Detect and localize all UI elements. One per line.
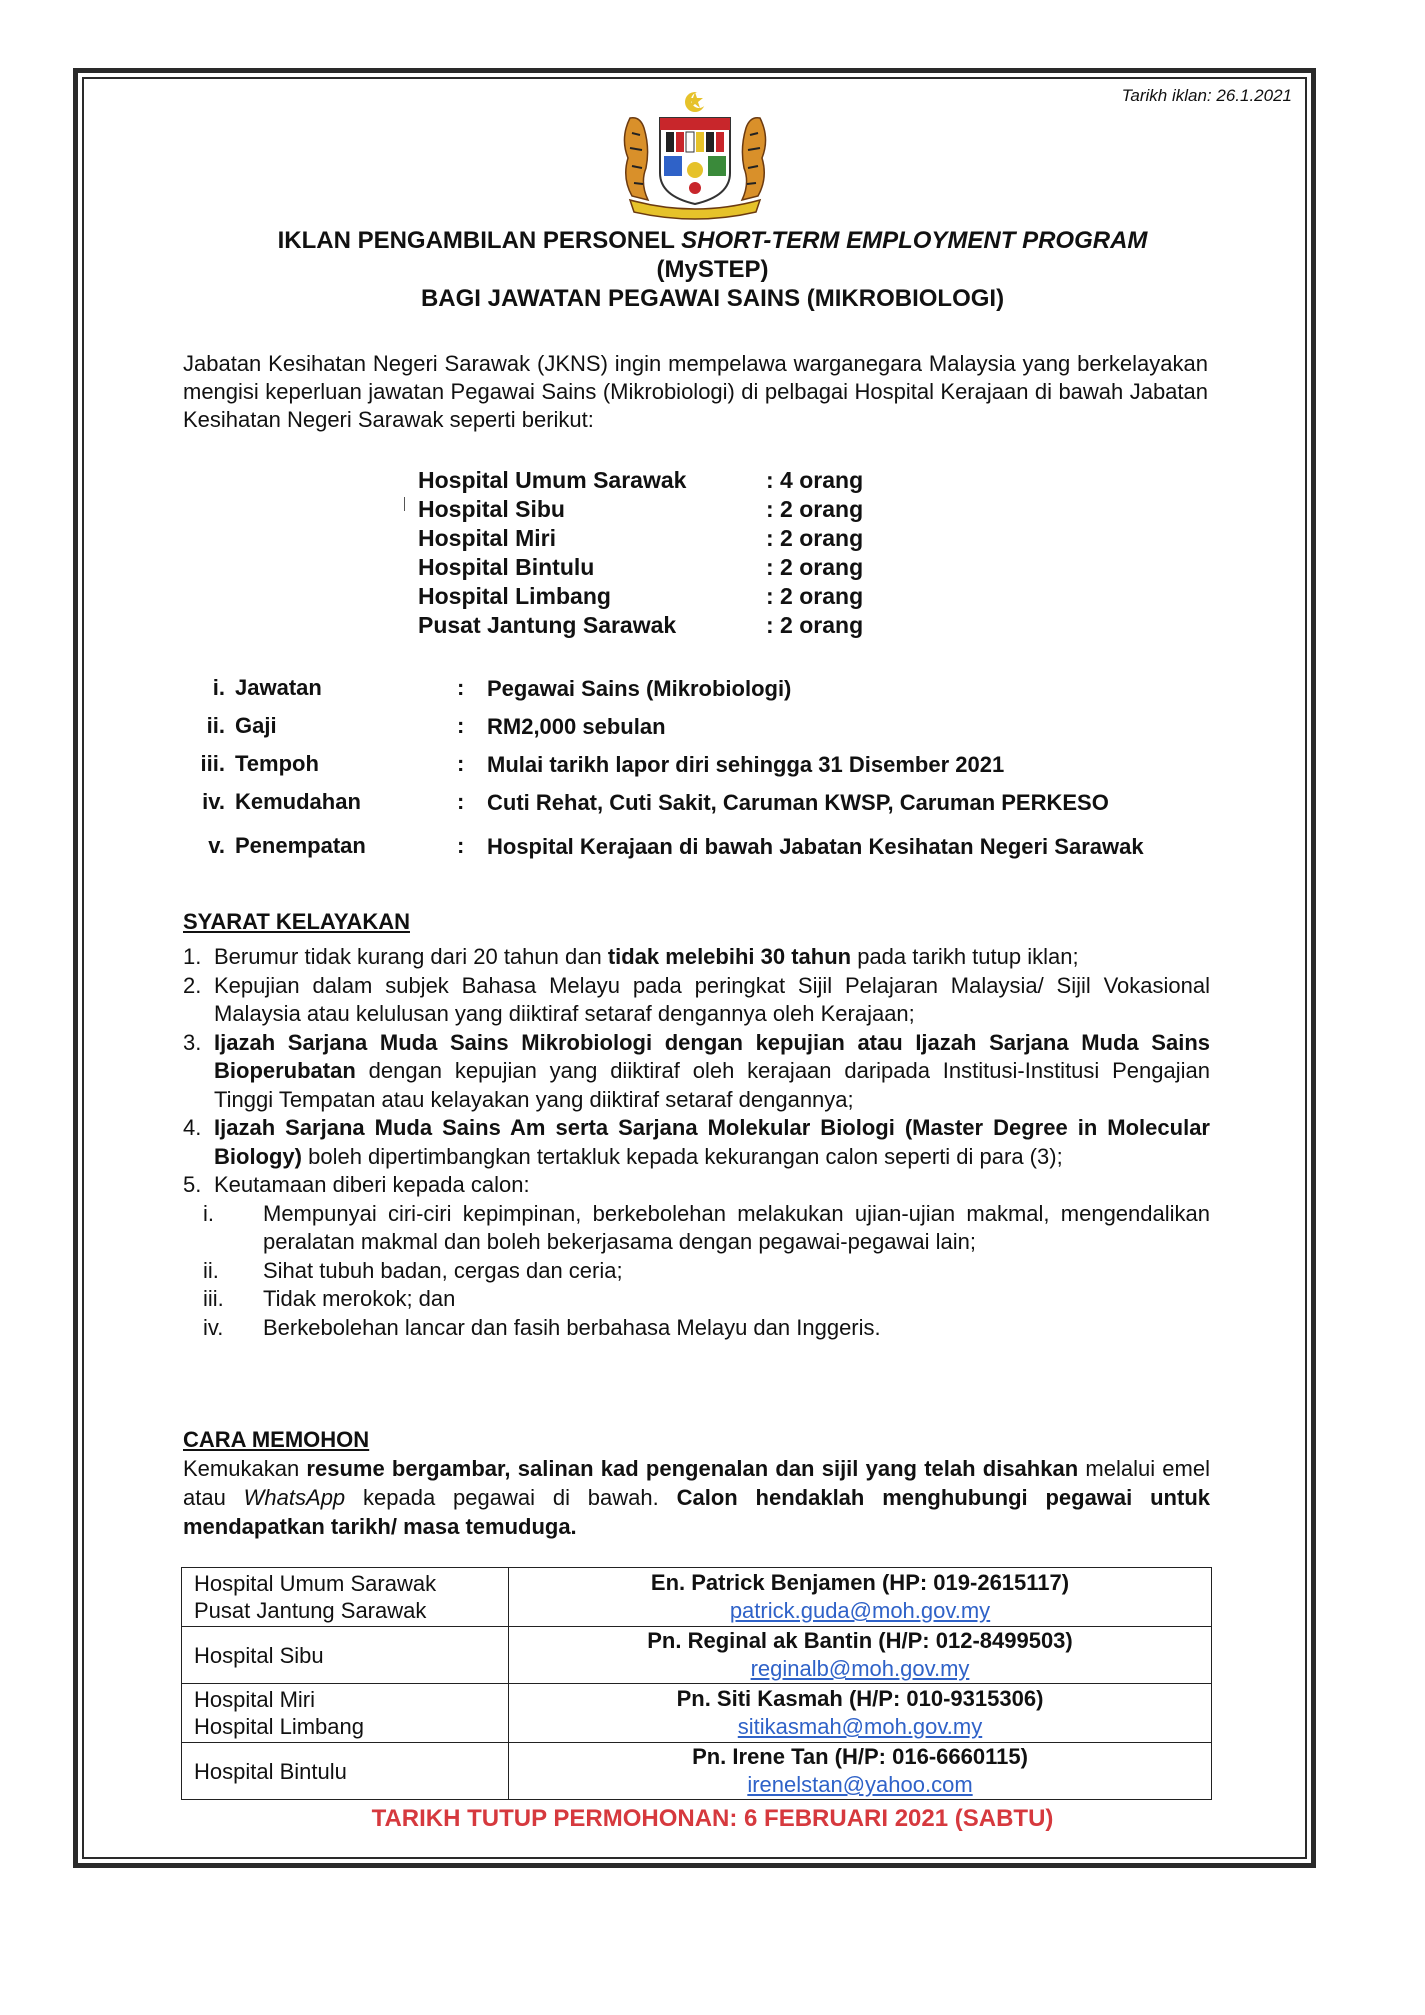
contact-person: En. Patrick Benjamen (HP: 019-2615117) [650,1570,1070,1595]
contact-cell [509,1684,1212,1743]
preference-item: iii. Tidak merokok; dan [203,1286,456,1311]
detail-row-gaji: ii. Gaji : RM2,000 sebulan [206,713,666,739]
contacts-table [181,1567,1212,1800]
hospital-cell: Hospital Sibu [182,1627,509,1684]
stray-mark [404,497,405,511]
contact-cell [509,1568,1212,1627]
preference-item: ii. Sihat tubuh badan, cergas dan ceria; [203,1257,623,1283]
requirement-item: 5. Keutamaan diberi kepada calon: [183,1172,530,1197]
hospital-vacancy-list [418,466,863,640]
hospital-row: Hospital Miri : 2 orang [418,525,864,551]
email-link[interactable]: irenelstan@yahoo.com [747,1772,973,1797]
hospital-row: Hospital Umum Sarawak : 4 orang [418,467,864,493]
table-row [182,1684,1212,1743]
email-link[interactable]: sitikasmah@moh.gov.my [737,1714,983,1739]
contact-person: Pn. Siti Kasmah (H/P: 010-9315306) [676,1686,1044,1711]
requirement-item: 2. Kepujian dalam subjek Bahasa Melayu pada peringkat Sijil Pelajaran Malaysia/ Sijil Vokasional Malaysia atau kelulusan yang diiktiraf setaraf dengannya oleh Kerajaan; [183,972,1210,1026]
contact-cell [509,1627,1212,1684]
email-link[interactable]: patrick.guda@moh.gov.my [729,1598,991,1623]
table-row [182,1568,1212,1627]
hospital-row: Hospital Bintulu : 2 orang [418,554,864,580]
detail-row-penempatan: v. Penempatan : Hospital Kerajaan di bawah Jabatan Kesihatan Negeri Sarawak [208,833,1144,859]
preference-item: i. Mempunyai ciri-ciri kepimpinan, berkebolehan melakukan ujian-ujian makmal, mengendalikan peralatan makmal dan boleh bekerjasama dengan pegawai-pegawai lain; [203,1200,1210,1254]
requirement-item: 4. Ijazah Sarjana Muda Sains Am serta Sarjana Molekular Biologi (Master Degree in Molecular Biology) boleh dipertimbangkan tertakluk kepada kekurangan calon seperti di para (3); [183,1115,1210,1169]
table-row [182,1743,1212,1800]
how-to-apply-heading: CARA MEMOHON [183,1427,370,1452]
detail-row-tempoh: iii. Tempoh : Mulai tarikh lapor diri sehingga 31 Disember 2021 [200,751,1005,777]
ad-date: Tarikh iklan: 26.1.2021 [1121,86,1292,105]
email-link[interactable]: reginalb@moh.gov.my [750,1656,970,1681]
hospital-cell: Hospital Miri Hospital Limbang [182,1684,509,1743]
hospital-row: Hospital Sibu : 2 orang [418,496,864,522]
title-line-3: BAGI JAWATAN PEGAWAI SAINS (MIKROBIOLOGI) [420,285,1005,312]
contact-person: Pn. Reginal ak Bantin (H/P: 012-8499503) [647,1628,1073,1653]
document-title [150,226,1275,313]
malaysia-coat-of-arms-logo [610,88,780,220]
requirement-item: 3. Ijazah Sarjana Muda Sains Mikrobiologi dengan kepujian atau Ijazah Sarjana Muda Sains Bioperubatan dengan kepujian yang diiktiraf oleh kerajaan daripada Institusi-Institusi Pengajian Tinggi Tempatan atau kelayakan yang diiktiraf setaraf dengannya; [183,1029,1210,1112]
title-line-2: (MySTEP) [656,256,769,283]
job-details [183,669,1233,865]
hospital-row: Pusat Jantung Sarawak : 2 orang [418,612,864,638]
contact-cell [509,1743,1212,1800]
hospital-cell: Hospital Bintulu [182,1743,509,1800]
detail-row-kemudahan: iv. Kemudahan : Cuti Rehat, Cuti Sakit, Caruman KWSP, Caruman PERKESO [202,789,1109,815]
requirements-heading: SYARAT KELAYAKAN [183,909,410,934]
intro-paragraph: Jabatan Kesihatan Negeri Sarawak (JKNS) ingin mempelawa warganegara Malaysia yang berkelayakan mengisi keperluan jawatan Pegawai Sains (Mikrobiologi) di pelbagai Hospital Kerajaan di bawah Jabatan Kesihatan Negeri Sarawak seperti berikut: [183,351,1208,432]
apply-paragraph: Kemukakan resume bergambar, salinan kad pengenalan dan sijil yang telah disahkan melalui emel atau WhatsApp kepada pegawai di bawah. Calon hendaklah menghubungi pegawai untuk mendapatkan tarikh/ masa temuduga. [183,1456,1210,1539]
table-row [182,1627,1212,1684]
requirement-item: 1. Berumur tidak kurang dari 20 tahun dan tidak melebihi 30 tahun pada tarikh tutup iklan; [183,944,1079,969]
preference-item: iv. Berkebolehan lancar dan fasih berbahasa Melayu dan Inggeris. [203,1314,881,1340]
contact-person: Pn. Irene Tan (H/P: 016-6660115) [692,1744,1028,1769]
requirements-list [183,943,1210,1342]
detail-row-jawatan: i. Jawatan : Pegawai Sains (Mikrobiologi) [212,675,792,701]
hospital-row: Hospital Limbang : 2 orang [418,583,864,609]
closing-date: TARIKH TUTUP PERMOHONAN: 6 FEBRUARI 2021 (SABTU) [371,1805,1054,1832]
title-line-1: IKLAN PENGAMBILAN PERSONEL SHORT-TERM EMPLOYMENT PROGRAM [277,227,1148,254]
hospital-cell: Hospital Umum Sarawak Pusat Jantung Sarawak [182,1568,509,1627]
